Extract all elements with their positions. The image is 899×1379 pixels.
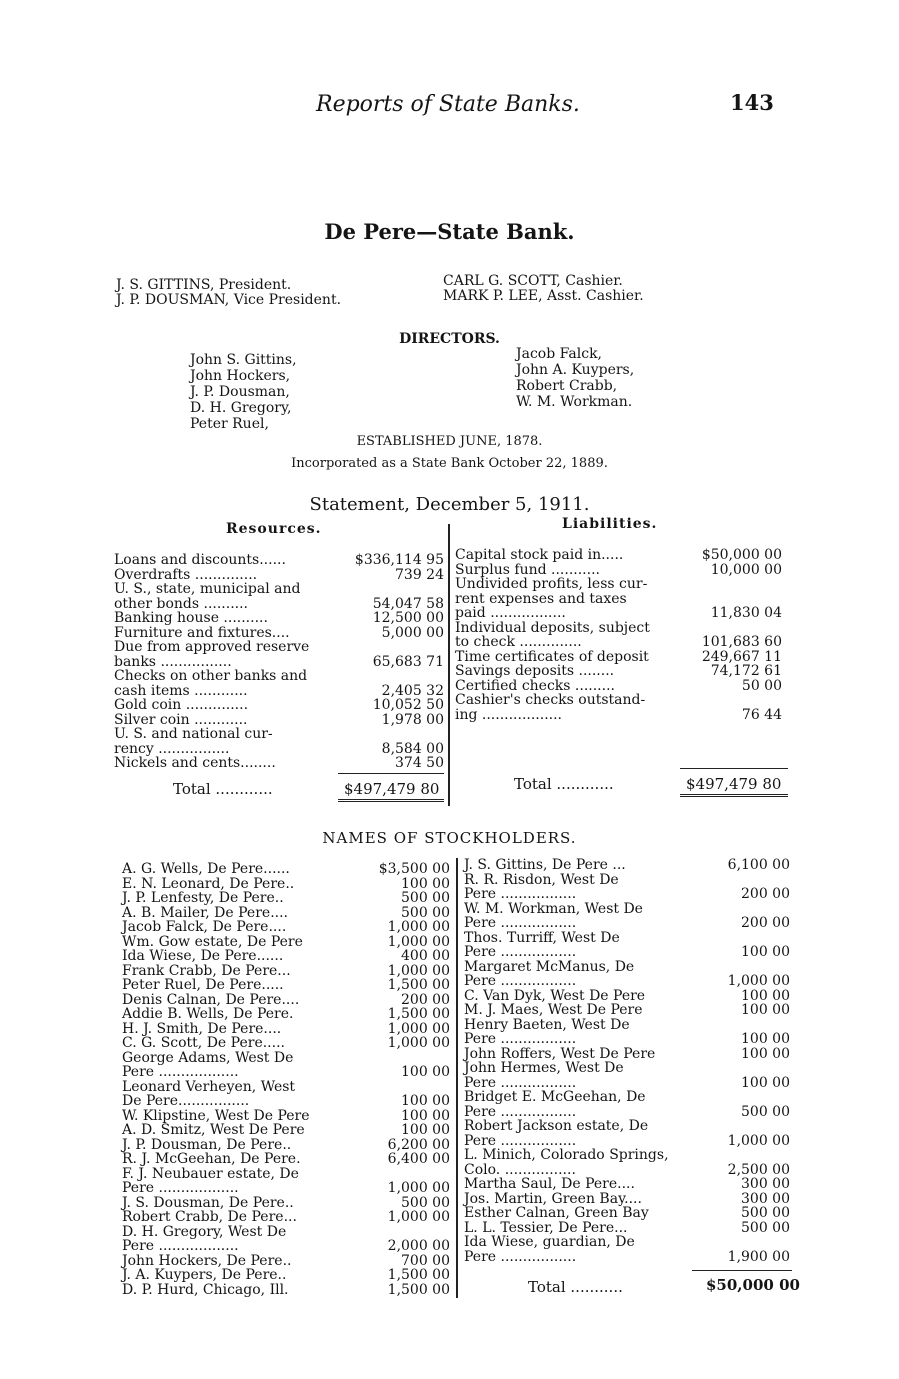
label-cell: ing .................. — [455, 706, 563, 723]
list-item — [464, 1148, 790, 1163]
list-item — [122, 920, 450, 935]
label-cell: Peter Ruel, De Pere..... — [122, 977, 284, 993]
amount-cell: 50 00 — [741, 677, 782, 694]
list-item — [464, 945, 790, 960]
table-row — [455, 650, 782, 665]
table-row — [455, 577, 782, 592]
label-cell: Due from approved reserve — [114, 639, 310, 655]
list-item — [122, 935, 450, 950]
amount-cell: 1,000 00 — [387, 1035, 450, 1051]
list-item — [464, 1018, 790, 1033]
table-row — [455, 606, 782, 621]
label-cell: cash items ............ — [114, 682, 248, 699]
list-item — [464, 887, 790, 902]
label-cell: C. G. Scott, De Pere..... — [122, 1035, 285, 1051]
table-row — [114, 597, 444, 612]
amount-cell: 1,500 00 — [387, 1267, 450, 1283]
label-cell: John Hermes, West De — [464, 1060, 624, 1076]
list-item — [464, 931, 790, 946]
list-item — [464, 1163, 790, 1178]
amount-cell: 2,500 00 — [727, 1161, 790, 1178]
label-cell: Overdrafts .............. — [114, 566, 258, 583]
list-item — [464, 974, 790, 989]
list-item — [464, 1119, 790, 1134]
table-row — [114, 698, 444, 713]
director: Robert Crabb, — [516, 378, 618, 394]
list-item — [122, 1123, 450, 1138]
amount-cell: 700 00 — [401, 1252, 450, 1269]
amount-cell: 65,683 71 — [372, 653, 444, 670]
label-cell: rency ................ — [114, 740, 230, 757]
label-cell: D. P. Hurd, Chicago, Ill. — [122, 1281, 289, 1298]
table-row — [114, 669, 444, 684]
label-cell: L. L. Tessier, De Pere... — [464, 1219, 628, 1236]
label-cell: other bonds .......... — [114, 595, 249, 612]
amount-cell: 2,000 00 — [387, 1238, 450, 1254]
list-item — [464, 1192, 790, 1207]
label-cell: Robert Crabb, De Pere... — [122, 1209, 297, 1225]
amount-cell: 500 00 — [401, 904, 450, 921]
resources-total-amount: $497,479 80 — [344, 780, 440, 798]
label-cell: Esther Calnan, Green Bay — [464, 1205, 649, 1221]
label-cell: Gold coin .............. — [114, 697, 249, 713]
amount-cell: 1,000 00 — [387, 1180, 450, 1196]
amount-cell: $50,000 00 — [701, 547, 782, 563]
page-number: 143 — [730, 90, 774, 115]
list-item — [464, 1134, 790, 1149]
label-cell: John Hockers, De Pere.. — [122, 1252, 292, 1269]
table-row — [455, 708, 782, 723]
stockholders-heading: NAMES OF STOCKHOLDERS. — [322, 829, 577, 847]
label-cell: Pere ................. — [464, 1074, 577, 1091]
liabilities-total-amount: $497,479 80 — [686, 775, 782, 793]
amount-cell: 249,667 11 — [701, 648, 782, 665]
label-cell: Surplus fund ........... — [455, 561, 600, 578]
amount-cell: 10,000 00 — [710, 561, 782, 578]
amount-cell: 1,000 00 — [387, 1209, 450, 1225]
label-cell: Pere ................. — [464, 973, 577, 989]
label-cell: Pere ................. — [464, 1031, 577, 1047]
amount-cell: 100 00 — [401, 1093, 450, 1109]
table-row — [455, 563, 782, 578]
amount-cell: 300 00 — [741, 1190, 790, 1207]
amount-cell: 1,000 00 — [387, 919, 450, 935]
director: J. P. Dousman, — [190, 384, 290, 400]
amount-cell: 1,000 00 — [387, 1020, 450, 1037]
label-cell: George Adams, West De — [122, 1049, 294, 1066]
table-row — [114, 655, 444, 670]
label-cell: W. Klipstine, West De Pere — [122, 1107, 310, 1124]
director: John A. Kuypers, — [516, 362, 635, 378]
list-item — [464, 916, 790, 931]
director: John Hockers, — [190, 368, 291, 384]
label-cell: Addie B. Wells, De Pere. — [122, 1006, 294, 1022]
label-cell: Pere ................. — [464, 886, 577, 902]
officer-president: J. S. GITTINS, President. — [116, 277, 292, 293]
table-row — [114, 727, 444, 742]
liabilities-total-label: Total ............ — [514, 775, 614, 793]
label-cell: Ida Wiese, De Pere...... — [122, 948, 284, 964]
label-cell: U. S., state, municipal and — [114, 581, 301, 597]
list-item — [464, 1105, 790, 1120]
resources-total-rule — [338, 773, 444, 774]
label-cell: paid ................. — [455, 605, 566, 621]
amount-cell: 500 00 — [741, 1103, 790, 1120]
label-cell: Thos. Turriff, West De — [464, 929, 620, 946]
table-row — [455, 548, 782, 563]
label-cell: Pere .................. — [122, 1238, 239, 1254]
list-item — [122, 1167, 450, 1182]
list-item — [122, 1239, 450, 1254]
table-row — [455, 693, 782, 708]
list-item — [464, 1090, 790, 1105]
liabilities-heading: Liabilities. — [562, 516, 658, 532]
amount-cell: 1,000 00 — [727, 1132, 790, 1149]
label-cell: Cashier's checks outstand- — [455, 692, 646, 708]
list-item — [122, 891, 450, 906]
liabilities-table — [455, 548, 782, 722]
list-item — [122, 1254, 450, 1269]
stockholders-left-list — [122, 862, 450, 1297]
bank-title: De Pere—State Bank. — [324, 219, 575, 244]
stockholders-total-label: Total ........... — [528, 1278, 623, 1296]
label-cell: A. G. Wells, De Pere...... — [122, 861, 290, 877]
label-cell: J. S. Gittins, De Pere ... — [464, 857, 626, 873]
officer-vice-president: J. P. DOUSMAN, Vice President. — [116, 292, 342, 308]
label-cell: J. P. Dousman, De Pere.. — [122, 1136, 292, 1153]
amount-cell: 74,172 61 — [710, 663, 782, 679]
amount-cell: 54,047 58 — [372, 595, 444, 612]
table-row — [114, 582, 444, 597]
label-cell: M. J. Maes, West De Pere — [464, 1002, 643, 1018]
label-cell: Time certificates of deposit — [455, 648, 649, 665]
amount-cell: 1,000 00 — [387, 933, 450, 950]
label-cell: Undivided profits, less cur- — [455, 576, 648, 592]
amount-cell: 500 00 — [741, 1219, 790, 1236]
label-cell: Pere ................. — [464, 1132, 577, 1149]
amount-cell: 100 00 — [741, 1045, 790, 1062]
list-item — [122, 949, 450, 964]
label-cell: H. J. Smith, De Pere.... — [122, 1020, 282, 1037]
resources-heading: Resources. — [226, 521, 322, 537]
list-item — [464, 960, 790, 975]
amount-cell: 100 00 — [741, 1002, 790, 1018]
amount-cell: 5,000 00 — [381, 624, 444, 641]
label-cell: Ida Wiese, guardian, De — [464, 1234, 635, 1250]
amount-cell: $336,114 95 — [354, 552, 444, 568]
label-cell: A. D. Smitz, West De Pere — [122, 1122, 305, 1138]
statement-title: Statement, December 5, 1911. — [309, 494, 590, 515]
amount-cell: 1,978 00 — [381, 711, 444, 728]
officers-right — [443, 274, 644, 304]
amount-cell: 100 00 — [741, 1074, 790, 1091]
amount-cell: 500 00 — [401, 1194, 450, 1211]
label-cell: Certified checks ......... — [455, 677, 615, 694]
list-item — [122, 978, 450, 993]
directors-left — [190, 352, 297, 432]
table-row — [114, 611, 444, 626]
liabilities-total-rule — [680, 768, 788, 769]
table-row — [114, 568, 444, 583]
label-cell: Pere ................. — [464, 944, 577, 960]
statement-column-divider — [448, 524, 450, 806]
amount-cell: 1,500 00 — [387, 1281, 450, 1298]
amount-cell: 12,500 00 — [372, 610, 444, 626]
list-item — [122, 1181, 450, 1196]
label-cell: C. Van Dyk, West De Pere — [464, 987, 646, 1004]
list-item — [464, 1003, 790, 1018]
label-cell: Furniture and fixtures.... — [114, 624, 290, 641]
amount-cell: 6,100 00 — [727, 857, 790, 873]
label-cell: J. P. Lenfesty, De Pere.. — [122, 890, 284, 906]
table-row — [114, 742, 444, 757]
amount-cell: 1,000 00 — [727, 973, 790, 989]
label-cell: F. J. Neubauer estate, De — [122, 1165, 299, 1182]
amount-cell: 739 24 — [395, 566, 444, 583]
label-cell: Capital stock paid in..... — [455, 547, 624, 563]
label-cell: Pere ................. — [464, 1248, 577, 1265]
amount-cell: 10,052 50 — [372, 697, 444, 713]
label-cell: rent expenses and taxes — [455, 590, 627, 607]
label-cell: J. S. Dousman, De Pere.. — [122, 1194, 294, 1211]
amount-cell: 11,830 04 — [710, 605, 782, 621]
director: Peter Ruel, — [190, 416, 269, 432]
label-cell: banks ................ — [114, 653, 232, 670]
director: John S. Gittins, — [190, 352, 297, 368]
table-row — [455, 679, 782, 694]
amount-cell: 300 00 — [741, 1176, 790, 1192]
label-cell: Robert Jackson estate, De — [464, 1118, 649, 1134]
amount-cell: 100 00 — [401, 1122, 450, 1138]
amount-cell: 1,500 00 — [387, 977, 450, 993]
amount-cell: 200 00 — [401, 991, 450, 1008]
label-cell: Individual deposits, subject — [455, 619, 650, 636]
label-cell: D. H. Gregory, West De — [122, 1223, 287, 1240]
table-row — [114, 640, 444, 655]
list-item — [464, 873, 790, 888]
stockholders-right-list — [464, 858, 790, 1264]
directors-right — [516, 346, 634, 410]
label-cell: Henry Baeten, West De — [464, 1016, 630, 1033]
table-row — [114, 626, 444, 641]
label-cell: Colo. ................ — [464, 1161, 576, 1178]
list-item — [122, 877, 450, 892]
list-item — [122, 993, 450, 1008]
director: D. H. Gregory, — [190, 400, 292, 416]
label-cell: Margaret McManus, De — [464, 958, 635, 975]
label-cell: De Pere................ — [122, 1093, 250, 1109]
label-cell: Savings deposits ........ — [455, 663, 615, 679]
table-row — [114, 713, 444, 728]
label-cell: L. Minich, Colorado Springs, — [464, 1147, 669, 1163]
list-item — [122, 906, 450, 921]
list-item — [122, 1283, 450, 1298]
amount-cell: 100 00 — [401, 1064, 450, 1080]
resources-double-rule — [338, 799, 444, 802]
list-item — [122, 1022, 450, 1037]
amount-cell: 76 44 — [741, 706, 782, 723]
amount-cell: 374 50 — [395, 755, 444, 771]
list-item — [122, 1268, 450, 1283]
label-cell: Leonard Verheyen, West — [122, 1078, 296, 1095]
label-cell: John Roffers, West De Pere — [464, 1045, 656, 1062]
list-item — [122, 1094, 450, 1109]
officers-left — [116, 278, 341, 308]
label-cell: Bridget E. McGeehan, De — [464, 1089, 646, 1105]
amount-cell: 1,500 00 — [387, 1006, 450, 1022]
list-item — [122, 1152, 450, 1167]
label-cell: Pere ................. — [464, 1103, 577, 1120]
table-row — [455, 664, 782, 679]
amount-cell: 101,683 60 — [701, 634, 782, 650]
list-item — [464, 1250, 790, 1265]
amount-cell: $3,500 00 — [378, 861, 450, 877]
label-cell: W. M. Workman, West De — [464, 900, 643, 917]
label-cell: Jacob Falck, De Pere.... — [122, 919, 287, 935]
resources-table — [114, 553, 444, 771]
list-item — [122, 1196, 450, 1211]
incorporated-line: Incorporated as a State Bank October 22, 1889. — [291, 456, 608, 471]
list-item — [122, 964, 450, 979]
director: W. M. Workman. — [516, 394, 633, 410]
officer-asst-cashier: MARK P. LEE, Asst. Cashier. — [443, 288, 644, 304]
label-cell: Jos. Martin, Green Bay.... — [464, 1190, 642, 1207]
amount-cell: 200 00 — [741, 886, 790, 902]
table-row — [114, 553, 444, 568]
label-cell: R. R. Risdon, West De — [464, 871, 619, 888]
list-item — [122, 1007, 450, 1022]
amount-cell: 100 00 — [741, 987, 790, 1004]
list-item — [464, 1061, 790, 1076]
list-item — [122, 1109, 450, 1124]
label-cell: Banking house .......... — [114, 610, 268, 626]
amount-cell: 400 00 — [401, 948, 450, 964]
stockholders-total-amount: $50,000 00 — [706, 1276, 800, 1294]
list-item — [464, 1177, 790, 1192]
table-row — [455, 635, 782, 650]
label-cell: Martha Saul, De Pere.... — [464, 1176, 635, 1192]
running-title: Reports of State Banks. — [316, 92, 580, 117]
list-item — [122, 1051, 450, 1066]
label-cell: A. B. Mailer, De Pere.... — [122, 904, 288, 921]
label-cell: Pere .................. — [122, 1064, 239, 1080]
table-row — [114, 684, 444, 699]
amount-cell: 500 00 — [741, 1205, 790, 1221]
director: Jacob Falck, — [516, 346, 603, 362]
amount-cell: 100 00 — [401, 1107, 450, 1124]
label-cell: Pere ................. — [464, 915, 577, 931]
liabilities-double-rule — [680, 794, 788, 797]
table-row — [114, 756, 444, 771]
directors-heading: DIRECTORS. — [399, 331, 500, 347]
amount-cell: 2,405 32 — [381, 682, 444, 699]
list-item — [464, 1235, 790, 1250]
amount-cell: 100 00 — [741, 944, 790, 960]
list-item — [122, 862, 450, 877]
amount-cell: 8,584 00 — [381, 740, 444, 757]
list-item — [464, 902, 790, 917]
list-item — [464, 1206, 790, 1221]
amount-cell: 100 00 — [741, 1031, 790, 1047]
amount-cell: 500 00 — [401, 890, 450, 906]
established-line: ESTABLISHED JUNE, 1878. — [356, 434, 543, 449]
list-item — [464, 989, 790, 1004]
amount-cell: 1,000 00 — [387, 962, 450, 979]
list-item — [122, 1065, 450, 1080]
list-item — [122, 1036, 450, 1051]
list-item — [464, 1076, 790, 1091]
list-item — [464, 1221, 790, 1236]
amount-cell: 1,900 00 — [727, 1248, 790, 1265]
list-item — [122, 1225, 450, 1240]
label-cell: E. N. Leonard, De Pere.. — [122, 875, 295, 892]
label-cell: U. S. and national cur- — [114, 726, 273, 742]
list-item — [122, 1138, 450, 1153]
stockholders-column-divider — [456, 858, 458, 1298]
amount-cell: 6,400 00 — [387, 1151, 450, 1167]
label-cell: Pere .................. — [122, 1180, 239, 1196]
label-cell: Wm. Gow estate, De Pere — [122, 933, 303, 950]
label-cell: Silver coin ............ — [114, 711, 248, 728]
label-cell: Denis Calnan, De Pere.... — [122, 991, 300, 1008]
list-item — [464, 1032, 790, 1047]
label-cell: Checks on other banks and — [114, 668, 308, 684]
amount-cell: 200 00 — [741, 915, 790, 931]
label-cell: Frank Crabb, De Pere... — [122, 962, 291, 979]
resources-total-label: Total ............ — [173, 780, 273, 798]
list-item — [122, 1210, 450, 1225]
list-item — [122, 1080, 450, 1095]
list-item — [464, 858, 790, 873]
label-cell: J. A. Kuypers, De Pere.. — [122, 1267, 287, 1283]
amount-cell: 6,200 00 — [387, 1136, 450, 1153]
stockholders-total-rule — [692, 1270, 792, 1271]
label-cell: Nickels and cents........ — [114, 755, 276, 771]
table-row — [455, 592, 782, 607]
list-item — [464, 1047, 790, 1062]
label-cell: R. J. McGeehan, De Pere. — [122, 1151, 301, 1167]
amount-cell: 100 00 — [401, 875, 450, 892]
table-row — [455, 621, 782, 636]
officer-cashier: CARL G. SCOTT, Cashier. — [443, 273, 623, 289]
label-cell: Loans and discounts...... — [114, 552, 286, 568]
label-cell: to check .............. — [455, 634, 582, 650]
